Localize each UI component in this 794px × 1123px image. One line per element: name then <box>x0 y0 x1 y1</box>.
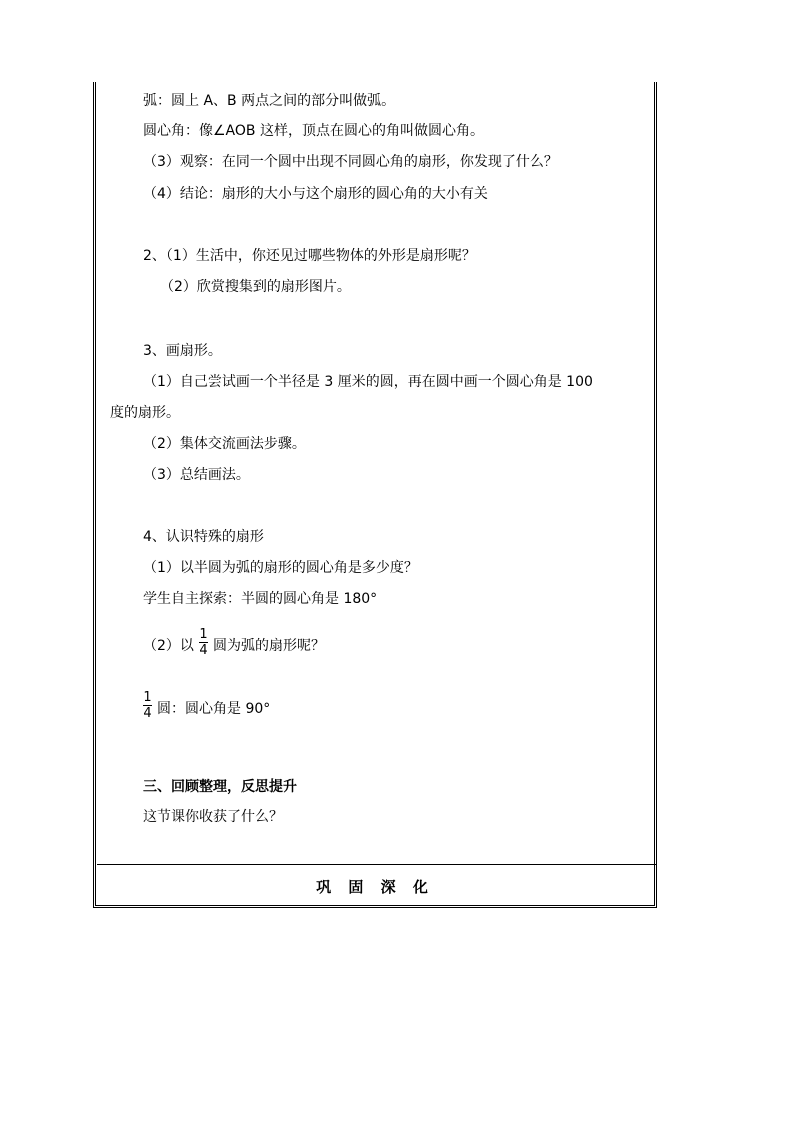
quarter-circle-answer: 圆：圆心角是 90° <box>157 701 271 717</box>
fraction-one-quarter <box>199 628 208 657</box>
question-3: 3、画扇形。 <box>143 343 222 359</box>
question-2-2: （2）欣赏搜集到的扇形图片。 <box>160 279 351 295</box>
question-3-1-line2: 度的扇形。 <box>110 405 180 421</box>
central-angle-definition: 圆心角：像∠AOB 这样，顶点在圆心的角叫做圆心角。 <box>143 123 484 139</box>
fraction-numerator: 1 <box>199 627 208 642</box>
question-4-1-answer: 学生自主探索：半圆的圆心角是 180° <box>143 591 378 607</box>
fraction-denominator: 4 <box>143 706 152 721</box>
question-4-2-prefix: （2）以 <box>143 638 194 654</box>
question-2-1: 2、（1）生活中，你还见过哪些物体的外形是扇形呢？ <box>143 248 476 264</box>
fraction-one-quarter-answer <box>143 691 152 720</box>
question-3-1-line1: （1）自己尝试画一个半径是 3 厘米的圆，再在圆中画一个圆心角是 100 <box>143 374 593 390</box>
section-3-heading: 三、回顾整理，反思提升 <box>143 779 297 795</box>
arc-definition: 弧：圆上 A、B 两点之间的部分叫做弧。 <box>143 93 396 109</box>
question-4-2-suffix: 圆为弧的扇形呢？ <box>213 638 325 654</box>
row-divider <box>97 864 657 865</box>
fraction-denominator: 4 <box>199 643 208 658</box>
question-4-1: （1）以半圆为弧的扇形的圆心角是多少度？ <box>143 560 418 576</box>
question-4: 4、认识特殊的扇形 <box>143 529 264 545</box>
observe-step: （3）观察：在同一个圆中出现不同圆心角的扇形，你发现了什么？ <box>143 154 558 170</box>
question-3-3: （3）总结画法。 <box>143 467 250 483</box>
conclusion-step: （4）结论：扇形的大小与这个扇形的圆心角的大小有关 <box>143 186 488 202</box>
reflection-question: 这节课你收获了什么？ <box>143 809 283 825</box>
fraction-numerator: 1 <box>143 690 152 705</box>
question-3-2: （2）集体交流画法步骤。 <box>143 436 306 452</box>
footer-section-title: 巩 固 深 化 <box>316 878 434 896</box>
